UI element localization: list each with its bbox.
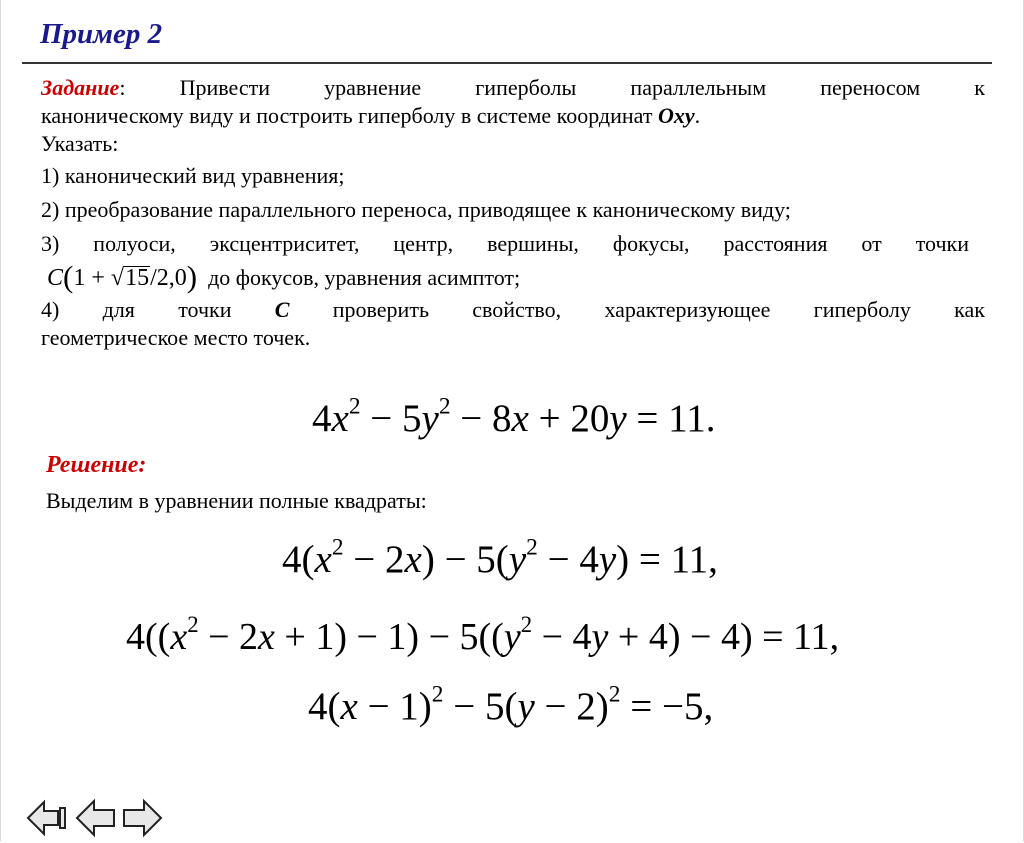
nav-back-icon xyxy=(74,798,118,838)
main-equation xyxy=(312,393,716,441)
eq-term: ) − 5( xyxy=(421,538,509,581)
eq-power: 2 xyxy=(187,611,199,637)
nav-next-button[interactable] xyxy=(120,798,164,838)
eq-var: y xyxy=(591,616,609,658)
coordinate-system: Oxy xyxy=(657,103,695,128)
eq-var: x xyxy=(511,397,529,440)
eq-var: x xyxy=(258,616,275,658)
nav-first-button[interactable] xyxy=(24,798,68,838)
task-line-2-text: каноническому виду и построить гиперболу в системе координат xyxy=(41,103,658,128)
eq-power: 2 xyxy=(438,393,451,420)
eq-term: + 4) − 4) = 11, xyxy=(608,616,840,658)
item-4-post: проверить свойство, характеризующее гиперболу как xyxy=(289,297,985,322)
equation-1 xyxy=(282,534,718,582)
point-c-formula: C(1 + √15/2,0) xyxy=(47,259,198,294)
eq-term: − 4 xyxy=(532,616,592,658)
point-c-ref: C xyxy=(274,297,290,322)
item-4-pre: 4) для точки xyxy=(41,297,275,322)
item-3-line-2-text: до фокусов, уравнения асимптот; xyxy=(208,265,521,290)
item-1: 1) канонический вид уравнения; xyxy=(41,163,345,188)
equation-2 xyxy=(126,611,840,659)
eq-term: = 11. xyxy=(626,397,716,440)
eq-term: ) = 11, xyxy=(616,538,718,581)
eq-term: − 2 xyxy=(198,616,259,658)
eq-term: 4( xyxy=(308,685,341,728)
eq-power: 2 xyxy=(526,534,538,561)
eq-var: x xyxy=(404,538,422,581)
eq-term: 4 xyxy=(312,397,332,440)
eq-power: 2 xyxy=(348,393,361,420)
point-two: 2 xyxy=(156,265,169,291)
task-line-1: Задание: Привести уравнение гиперболы параллельным переносом к xyxy=(41,75,985,100)
item-2: 2) преобразование параллельного переноса, приводящее к каноническому виду; xyxy=(41,197,791,222)
point-plus: + xyxy=(91,265,105,291)
eq-var: y xyxy=(421,397,439,440)
solution-label: Решение: xyxy=(46,452,147,478)
item-4-line-2: геометрическое место точек. xyxy=(41,325,311,350)
nav-first-icon xyxy=(24,798,68,838)
point-slash: / xyxy=(150,265,157,291)
eq-term: − 2) xyxy=(534,685,609,728)
nav-back-button[interactable] xyxy=(74,798,118,838)
eq-power: 2 xyxy=(431,681,444,708)
item-3-line-1: 3) полуоси, эксцентриситет, центр, вершины, фокусы, расстояния от точки xyxy=(41,231,969,256)
eq-term: = −5, xyxy=(620,685,714,728)
eq-var: y xyxy=(609,397,627,440)
task-label: Задание xyxy=(41,75,120,100)
title-divider xyxy=(22,62,992,64)
eq-var: x xyxy=(340,685,358,728)
eq-term: − 5( xyxy=(443,685,518,728)
eq-var: y xyxy=(503,616,521,658)
eq-var: y xyxy=(598,538,617,581)
task-line-2 xyxy=(41,102,985,130)
eq-var: x xyxy=(314,538,332,581)
eq-term: − 4 xyxy=(537,538,599,581)
task-line-2-end: . xyxy=(694,103,701,128)
point-zero: ,0 xyxy=(168,265,187,291)
eq-term: 4( xyxy=(282,538,315,581)
item-4-line-1 xyxy=(41,296,985,324)
eq-term: − 2 xyxy=(343,538,405,581)
eq-term: 4(( xyxy=(126,616,171,658)
point-letter: C xyxy=(47,265,64,291)
point-one: 1 xyxy=(73,265,86,291)
eq-term: − 1) xyxy=(357,685,432,728)
eq-var: y xyxy=(508,538,527,581)
point-out-label: Указать: xyxy=(41,131,119,156)
eq-var: x xyxy=(331,397,349,440)
eq-power: 2 xyxy=(331,534,344,561)
task-line-1-text: Привести уравнение гиперболы параллельным переносом к xyxy=(179,75,985,100)
eq-power: 2 xyxy=(520,611,533,637)
point-radicand: 15 xyxy=(125,265,150,291)
eq-var: x xyxy=(170,616,188,658)
page-title: Пример 2 xyxy=(40,18,163,50)
item-3-line-2 xyxy=(41,259,985,294)
equation-3 xyxy=(308,681,714,729)
eq-term: − 5 xyxy=(360,397,422,440)
task-block xyxy=(41,74,985,352)
eq-term: − 8 xyxy=(450,397,512,440)
eq-term: + 20 xyxy=(528,397,610,440)
eq-term: + 1) − 1) − 5(( xyxy=(274,616,504,658)
eq-var: y xyxy=(517,685,535,728)
nav-next-icon xyxy=(120,798,164,838)
solution-text: Выделим в уравнении полные квадраты: xyxy=(46,488,427,513)
eq-power: 2 xyxy=(608,681,621,708)
